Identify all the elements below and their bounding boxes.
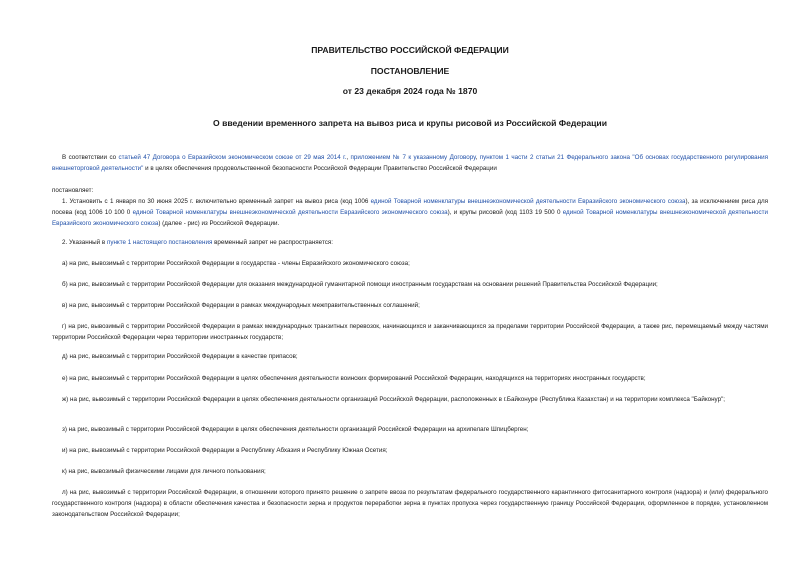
link-eaeu-treaty-article-47[interactable]: статьей 47 Договора о Евразийском экономическом союзе от 29 мая 2014 г. xyxy=(118,154,347,161)
subitem-e: е) на рис, вывозимый с территории Российской Федерации в целях обеспечения деятельности воинских формирований Российской Федерации, находящихся на территориях иностранных государств; xyxy=(62,375,646,382)
resolves-label: постановляет: xyxy=(52,187,94,194)
link-tn-ved-2[interactable]: единой Товарной номенклатуры внешнеэкономической деятельности Евразийского экономического союза xyxy=(132,209,448,216)
link-tn-ved-3[interactable]: единой Товарной номенклатуры внешнеэкономической деятельности Евразийского экономического союза xyxy=(52,209,768,227)
subitem-z: з) на рис, вывозимый с территории Российской Федерации в целях обеспечения деятельности организаций Российской Федерации на архипелаге Шпицберген; xyxy=(62,426,529,433)
item-1-paragraph: 1. Установить с 1 января по 30 июня 2025 г. включительно временный запрет на вывоз риса (код 1006 единой Товарной номенклатуры внешнеэкономической деятельности Евразийского экономического союза), за исключением риса для посева (код 1006 10 100 0 единой Товарной номенклатуры внешнеэкономической деятельности Евразийского экономического союза), и крупы рисовой (код 1103 19 500 0 единой Товарной номенклатуры внешнеэкономической деятельности Евразийского экономического союза) (далее - рис) из Российской Федерации. xyxy=(52,198,768,227)
subitem-zh: ж) на рис, вывозимый с территории Российской Федерации в целях обеспечения деятельности организаций Российской Федерации, расположенных в г.Байконуре (Республика Казахстан) и на территории комплекса "Байконур"; xyxy=(62,396,726,403)
link-item-1-reference[interactable]: пункте 1 настоящего постановления xyxy=(106,239,213,246)
document-date-number: от 23 декабря 2024 года № 1870 xyxy=(342,86,478,96)
link-federal-law-article-21[interactable]: пунктом 1 части 2 статьи 21 Федерального закона "Об основах государственного регулирования внешнеторговой деятельности" xyxy=(52,154,768,172)
subitem-g: г) на рис, вывозимый с территории Российской Федерации в рамках международных транзитных перевозок, начинающихся и заканчивающихся за пределами территории Российской Федерации, а также рис, перемещаемый между частями территории Российской Федерации через территории иностранных государств; xyxy=(52,323,768,341)
link-tn-ved-1[interactable]: единой Товарной номенклатуры внешнеэкономической деятельности Евразийского экономического союза xyxy=(370,198,686,205)
link-treaty-annex-7[interactable]: приложением № 7 к указанному Договору xyxy=(350,154,476,161)
subitem-l: л) на рис, вывозимый с территории Российской Федерации, в отношении которого принято решение о запрете ввоза по результатам федерального государственного карантинного фитосанитарного контроля (надзора) и (или) федерального государственного контроля (надзора) в области обеспечения качества и безопасности зерна и продуктов переработки зерна в пунктах пропуска через государственную границу Российской Федерации, оформленное в порядке, установленном законодательством Российской Федерации; xyxy=(52,489,768,518)
preamble-paragraph: В соответствии со статьей 47 Договора о Евразийском экономическом союзе от 29 мая 2014 г., приложением № 7 к указанному Договору, пунктом 1 части 2 статьи 21 Федерального закона "Об основах государственного регулирования внешнеторговой деятельности" и в целях обеспечения продовольственной безопасности Российской Федерации Правительство Российской Федерации xyxy=(52,154,768,172)
subitem-i: и) на рис, вывозимый с территории Российской Федерации в Республику Абхазия и Республику Южная Осетия; xyxy=(62,447,388,454)
subitem-d: д) на рис, вывозимый с территории Российской Федерации в качестве припасов; xyxy=(62,353,298,360)
item-2-paragraph: 2. Указанный в пункте 1 настоящего постановления временный запрет не распространяется: xyxy=(62,239,333,246)
document-title: О введении временного запрета на вывоз риса и крупы рисовой из Российской Федерации xyxy=(213,118,607,128)
document-type: ПОСТАНОВЛЕНИЕ xyxy=(370,66,450,76)
subitem-b: б) на рис, вывозимый с территории Российской Федерации для оказания международной гуманитарной помощи иностранным государствам на основании решений Правительства Российской Федерации; xyxy=(62,281,658,288)
government-heading: ПРАВИТЕЛЬСТВО РОССИЙСКОЙ ФЕДЕРАЦИИ xyxy=(311,45,509,55)
subitem-k: к) на рис, вывозимый физическими лицами для личного пользования; xyxy=(62,468,266,475)
subitem-a: а) на рис, вывозимый с территории Российской Федерации в государства - члены Евразийского экономического союза; xyxy=(62,260,410,267)
subitem-v: в) на рис, вывозимый с территории Российской Федерации в рамках международных межправительственных соглашений; xyxy=(62,302,420,309)
